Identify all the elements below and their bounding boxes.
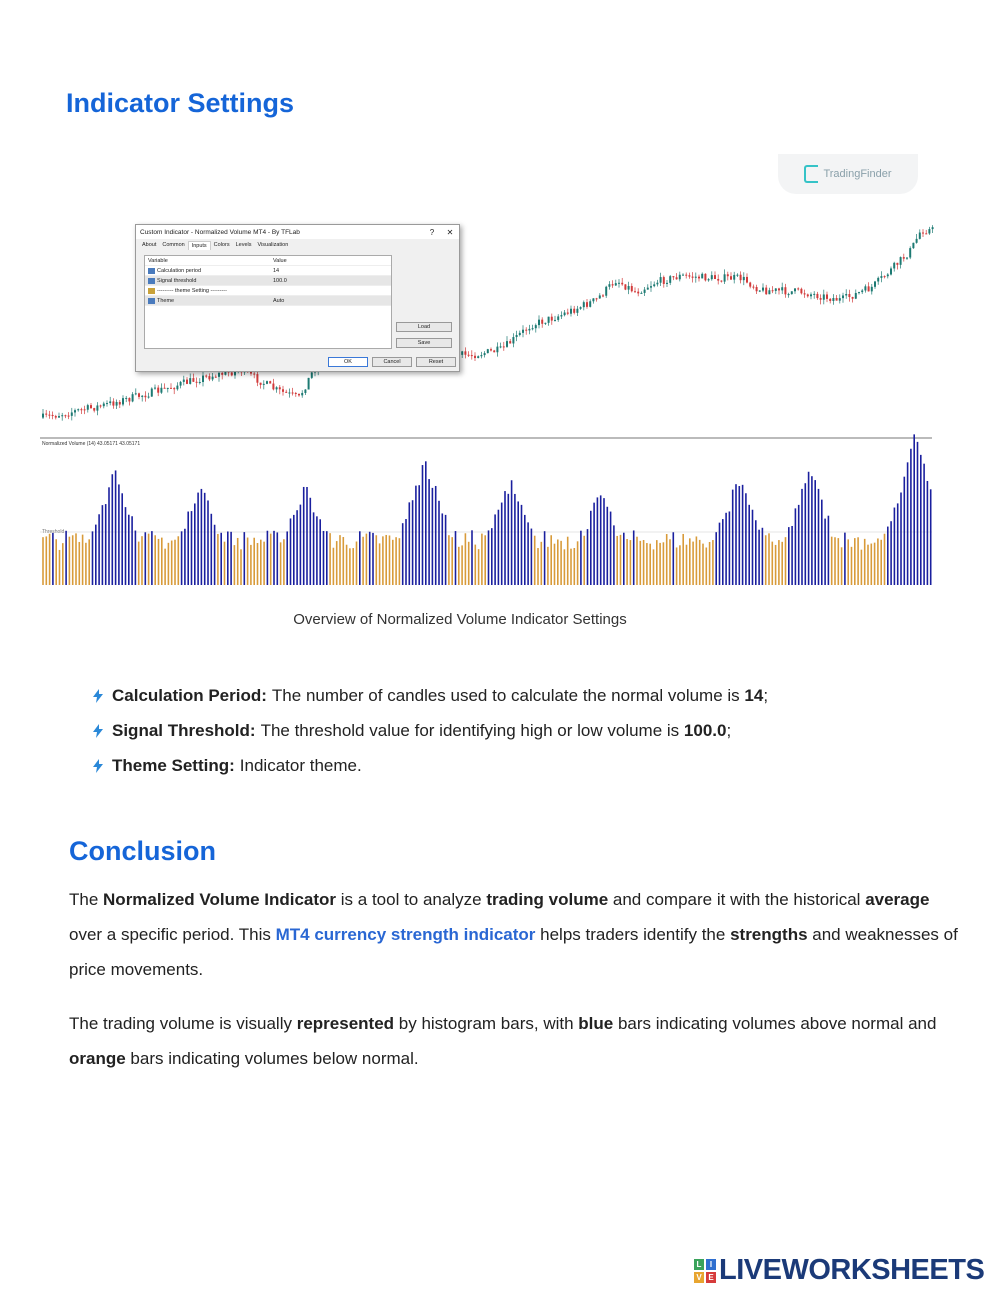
candle-body	[528, 329, 530, 331]
bullet-tail: ;	[726, 720, 732, 740]
tab-inputs[interactable]: Inputs	[188, 241, 211, 250]
candle-body	[682, 275, 684, 276]
candle-body	[788, 294, 790, 295]
candle-body	[52, 415, 54, 416]
candle-body	[781, 287, 783, 290]
candle-body	[132, 394, 134, 401]
candle-body	[612, 284, 614, 285]
candle-body	[756, 287, 758, 291]
candle-body	[832, 298, 834, 301]
candle-body	[490, 349, 492, 350]
indicator-settings-dialog	[135, 224, 460, 372]
lightning-bolt-icon	[92, 724, 104, 738]
liveworksheets-logo-icon	[694, 1259, 716, 1283]
candle-body	[180, 382, 182, 386]
indicator-label: Normalized Volume (14) 43.05171 43.05171	[42, 441, 141, 447]
candle-body	[608, 284, 610, 287]
candle-body	[791, 291, 793, 294]
candle-body	[784, 287, 786, 294]
candle-body	[740, 275, 742, 280]
candle-body	[106, 403, 108, 404]
candle-body	[679, 275, 681, 280]
candle-body	[759, 291, 761, 292]
candle-body	[279, 387, 281, 389]
variable-name: Calculation period	[157, 267, 202, 274]
candle-body	[826, 294, 828, 298]
candle-body	[573, 309, 575, 313]
candle-body	[884, 276, 886, 277]
candle-body	[58, 416, 60, 418]
candle-body	[762, 288, 764, 291]
candle-body	[900, 257, 902, 265]
col-variable: Variable	[148, 257, 168, 264]
candle-body	[848, 294, 850, 297]
candle-body	[154, 388, 156, 389]
candle-body	[84, 409, 86, 410]
conclusion-paragraph-2: The trading volume is visually represented by histogram bars, with blue bars indicating volumes above normal and orange bars indicating volumes below normal.	[69, 1014, 937, 1068]
candle-body	[932, 227, 934, 229]
candle-body	[253, 374, 255, 375]
candle-body	[212, 377, 214, 380]
candle-body	[666, 283, 668, 284]
figure-caption: Overview of Normalized Volume Indicator Settings	[293, 611, 627, 628]
variable-value[interactable]: 100.0	[273, 277, 287, 284]
candle-body	[525, 330, 527, 331]
bullet-text: The threshold value for identifying high or low volume is	[260, 720, 680, 740]
candle-body	[589, 301, 591, 307]
candle-body	[173, 388, 175, 389]
candle-body	[717, 279, 719, 281]
table-row[interactable]	[145, 286, 391, 296]
candle-body	[487, 349, 489, 353]
candle-body	[192, 378, 194, 382]
candle-body	[308, 378, 310, 390]
candle-body	[122, 398, 124, 404]
candle-body	[125, 398, 127, 399]
bullet-label: Calculation Period:	[112, 685, 267, 705]
candle-body	[135, 393, 137, 394]
candle-body	[893, 263, 895, 269]
candle-body	[295, 393, 297, 394]
candle-body	[208, 376, 210, 379]
candle-body	[77, 409, 79, 410]
candle-body	[906, 258, 908, 259]
candle-body	[109, 401, 111, 403]
candle-body	[752, 287, 754, 288]
variable-name: --------- theme Setting ---------	[157, 287, 227, 294]
bullet-value: 100.0	[683, 720, 727, 740]
logo-text: TradingFinder	[823, 168, 892, 180]
candle-body	[464, 351, 466, 354]
candle-body	[602, 295, 604, 296]
candle-body	[128, 398, 130, 402]
candle-body	[468, 355, 470, 356]
candle-body	[858, 292, 860, 293]
candle-body	[480, 355, 482, 356]
candle-body	[794, 288, 796, 291]
inputs-table	[144, 255, 392, 349]
candle-body	[461, 351, 463, 354]
table-row[interactable]	[145, 296, 391, 306]
settings-list	[92, 678, 768, 783]
tab-about[interactable]: About	[142, 242, 157, 248]
candle-body	[189, 378, 191, 384]
candle-body	[650, 286, 652, 287]
candle-body	[672, 276, 674, 277]
dialog-tabs	[136, 239, 459, 250]
candle-body	[570, 309, 572, 314]
candle-body	[183, 380, 185, 382]
candle-body	[564, 313, 566, 316]
candle-body	[100, 405, 102, 406]
candle-body	[692, 277, 694, 278]
candle-body	[804, 293, 806, 294]
candle-body	[509, 341, 511, 343]
candle-body	[112, 401, 114, 405]
candle-body	[160, 388, 162, 393]
candle-body	[474, 356, 476, 358]
candle-body	[272, 384, 274, 390]
candle-body	[103, 404, 105, 407]
candle-body	[266, 381, 268, 384]
candle-body	[148, 397, 150, 398]
candle-body	[669, 276, 671, 283]
candle-body	[708, 279, 710, 280]
tab-visualization[interactable]: Visualization	[257, 242, 289, 248]
currency-strength-link[interactable]: MT4 currency strength indicator	[275, 925, 536, 944]
candle-body	[909, 248, 911, 257]
candle-body	[288, 393, 290, 394]
close-button[interactable]: ✕	[446, 227, 454, 237]
candle-body	[471, 355, 473, 356]
candle-body	[512, 337, 514, 343]
bullet-value: 14	[744, 685, 764, 705]
candle-body	[896, 263, 898, 265]
bullet-tail: ;	[763, 685, 769, 705]
candle-body	[605, 287, 607, 296]
bullet-text: Indicator theme.	[239, 755, 362, 775]
brand-name: LIVEWORKSHEETS	[719, 1254, 985, 1286]
candle-body	[580, 307, 582, 309]
candle-body	[877, 278, 879, 282]
candle-body	[880, 276, 882, 278]
candle-body	[493, 351, 495, 353]
candle-body	[768, 290, 770, 294]
candle-body	[890, 268, 892, 274]
bullet-label: Signal Threshold:	[112, 720, 256, 740]
candle-body	[298, 394, 300, 396]
candle-body	[852, 297, 854, 299]
candle-body	[541, 320, 543, 324]
candle-body	[138, 393, 140, 397]
candle-body	[727, 274, 729, 276]
help-button[interactable]: ?	[429, 227, 435, 237]
candle-body	[871, 287, 873, 292]
candle-body	[919, 233, 921, 239]
candle-body	[48, 415, 50, 416]
param-icon	[148, 268, 155, 274]
candle-body	[292, 393, 294, 394]
candle-body	[743, 277, 745, 280]
candle-body	[64, 415, 66, 416]
tradingfinder-logo	[778, 154, 918, 194]
save-button[interactable]: Save	[396, 338, 452, 348]
candle-body	[260, 383, 262, 385]
candle-body	[592, 298, 594, 301]
dialog-titlebar	[136, 225, 459, 239]
candle-body	[820, 298, 822, 300]
candle-body	[544, 323, 546, 324]
candle-body	[186, 380, 188, 384]
candle-body	[711, 275, 713, 279]
candle-body	[842, 295, 844, 298]
candle-body	[276, 387, 278, 389]
candle-body	[778, 288, 780, 290]
candle-body	[157, 388, 159, 393]
candle-body	[631, 286, 633, 291]
candle-body	[151, 389, 153, 397]
candle-body	[647, 288, 649, 290]
candle-body	[861, 290, 863, 292]
candle-body	[701, 274, 703, 279]
candle-body	[202, 376, 204, 382]
candle-body	[618, 283, 620, 284]
candle-body	[304, 390, 306, 393]
candle-body	[816, 294, 818, 298]
candle-body	[119, 402, 121, 405]
candle-body	[621, 283, 623, 285]
candle-body	[903, 257, 905, 259]
candle-body	[535, 325, 537, 328]
variable-value[interactable]: Auto	[273, 297, 285, 304]
variable-name: Theme	[157, 297, 175, 304]
candle-body	[586, 302, 588, 307]
candle-body	[68, 416, 70, 417]
candle-body	[746, 277, 748, 283]
candle-body	[855, 293, 857, 299]
candle-body	[560, 315, 562, 316]
candle-body	[823, 294, 825, 299]
candle-body	[576, 309, 578, 313]
candle-body	[503, 346, 505, 347]
candle-body	[775, 288, 777, 290]
lightning-bolt-icon	[92, 689, 104, 703]
candle-body	[829, 299, 831, 301]
candle-body	[506, 341, 508, 347]
bullet-text: The number of candles used to calculate the normal volume is	[271, 685, 740, 705]
candle-body	[477, 356, 479, 358]
candle-body	[685, 275, 687, 276]
logo-tile: V	[694, 1272, 704, 1283]
candle-body	[164, 388, 166, 389]
candle-body	[231, 372, 233, 375]
candle-body	[599, 295, 601, 298]
table-header	[145, 256, 391, 266]
candle-body	[61, 415, 63, 416]
candle-body	[176, 386, 178, 390]
candle-body	[557, 316, 559, 319]
candle-body	[596, 298, 598, 299]
candle-body	[624, 284, 626, 289]
candle-body	[864, 286, 866, 290]
candle-body	[256, 374, 258, 383]
candle-body	[644, 290, 646, 293]
reset-button[interactable]: Reset	[416, 357, 456, 367]
candle-body	[93, 408, 95, 411]
candle-body	[196, 382, 198, 383]
candle-body	[167, 388, 169, 389]
ok-button[interactable]: OK	[328, 357, 368, 367]
candle-body	[551, 317, 553, 321]
candle-body	[925, 233, 927, 234]
candle-body	[285, 392, 287, 393]
candle-body	[71, 412, 73, 415]
param-icon	[148, 278, 155, 284]
threshold-label: Threshold	[42, 529, 65, 535]
candle-body	[484, 353, 486, 355]
candle-body	[221, 373, 223, 375]
candle-body	[839, 298, 841, 301]
lightning-bolt-icon	[92, 759, 104, 773]
candle-body	[141, 396, 143, 397]
candle-body	[522, 330, 524, 333]
candle-body	[516, 335, 518, 337]
candle-body	[714, 275, 716, 279]
cancel-button[interactable]: Cancel	[372, 357, 412, 367]
candle-body	[269, 381, 271, 383]
candle-body	[660, 277, 662, 283]
candle-body	[538, 320, 540, 325]
candle-body	[218, 373, 220, 377]
logo-tile: L	[694, 1259, 704, 1270]
candle-body	[519, 333, 521, 335]
candle-body	[797, 288, 799, 289]
candle-body	[724, 274, 726, 281]
tradingfinder-logo-icon	[804, 165, 818, 183]
candle-body	[749, 283, 751, 287]
candle-body	[205, 376, 207, 377]
candle-body	[301, 393, 303, 395]
candle-body	[800, 289, 802, 293]
param-icon	[148, 298, 155, 304]
list-item	[92, 678, 768, 713]
candle-body	[807, 294, 809, 296]
candle-body	[765, 288, 767, 295]
bullet-label: Theme Setting:	[112, 755, 235, 775]
candle-body	[116, 402, 118, 406]
param-icon	[148, 288, 155, 294]
variable-name: Signal threshold	[157, 277, 197, 284]
candle-body	[554, 320, 556, 321]
candle-body	[813, 294, 815, 295]
candle-body	[733, 275, 735, 280]
tab-colors[interactable]: Colors	[213, 242, 230, 248]
candle-body	[87, 405, 89, 410]
candle-body	[928, 229, 930, 233]
candle-body	[532, 328, 534, 329]
indicator-figure	[40, 150, 935, 590]
candle-body	[144, 396, 146, 397]
candle-body	[548, 317, 550, 323]
candle-body	[90, 405, 92, 408]
candle-body	[74, 410, 76, 412]
tab-levels[interactable]: Levels	[235, 242, 252, 248]
candle-body	[615, 283, 617, 285]
logo-tile: I	[706, 1259, 716, 1270]
candle-body	[663, 277, 665, 284]
col-value: Value	[273, 257, 287, 264]
candle-body	[567, 313, 569, 314]
candle-body	[868, 286, 870, 291]
candle-body	[628, 286, 630, 290]
table-row[interactable]	[145, 266, 391, 276]
dialog-title: Custom Indicator - Normalized Volume MT4 - By TFLab	[140, 228, 300, 236]
candle-body	[836, 298, 838, 301]
candle-body	[80, 409, 82, 410]
candle-body	[720, 281, 722, 282]
settings-heading: Indicator Settings	[66, 88, 295, 118]
tab-common[interactable]: Common	[162, 242, 185, 248]
candle-body	[496, 347, 498, 353]
variable-value[interactable]: 14	[273, 267, 280, 274]
load-button[interactable]: Load	[396, 322, 452, 332]
candle-body	[282, 389, 284, 392]
candle-body	[45, 414, 47, 415]
candle-body	[688, 275, 690, 276]
candle-body	[772, 290, 774, 291]
table-row[interactable]	[145, 276, 391, 286]
candle-body	[170, 388, 172, 389]
candle-body	[736, 275, 738, 276]
candle-body	[199, 382, 201, 383]
candle-body	[55, 416, 57, 418]
candle-body	[874, 281, 876, 286]
candle-body	[263, 384, 265, 385]
candle-body	[653, 284, 655, 286]
logo-tile: E	[706, 1272, 716, 1283]
conclusion-heading: Conclusion	[69, 836, 216, 866]
candle-body	[695, 277, 697, 278]
conclusion-paragraph-1: The Normalized Volume Indicator is a tool to analyze trading volume and compare it with the historical average over a specific period. This MT4 currency strength indicator helps traders identify the strengths and weaknesses of price movements.	[69, 890, 958, 979]
candle-body	[916, 239, 918, 243]
candle-body	[500, 346, 502, 347]
candle-body	[42, 414, 44, 418]
list-item	[92, 713, 768, 748]
candle-body	[845, 294, 847, 295]
candle-body	[215, 377, 217, 378]
candle-body	[922, 233, 924, 234]
candle-body	[583, 302, 585, 307]
candle-body	[704, 274, 706, 281]
candle-body	[676, 277, 678, 279]
candle-body	[656, 283, 658, 285]
candle-body	[912, 243, 914, 248]
candle-body	[311, 372, 313, 377]
candle-body	[640, 293, 642, 294]
liveworksheets-logo	[694, 1254, 984, 1287]
candle-body	[887, 274, 889, 276]
candle-body	[810, 294, 812, 296]
candle-body	[730, 276, 732, 279]
candle-body	[698, 277, 700, 279]
candle-body	[634, 291, 636, 292]
candle-body	[637, 292, 639, 294]
candle-body	[96, 405, 98, 410]
list-item	[92, 748, 768, 783]
